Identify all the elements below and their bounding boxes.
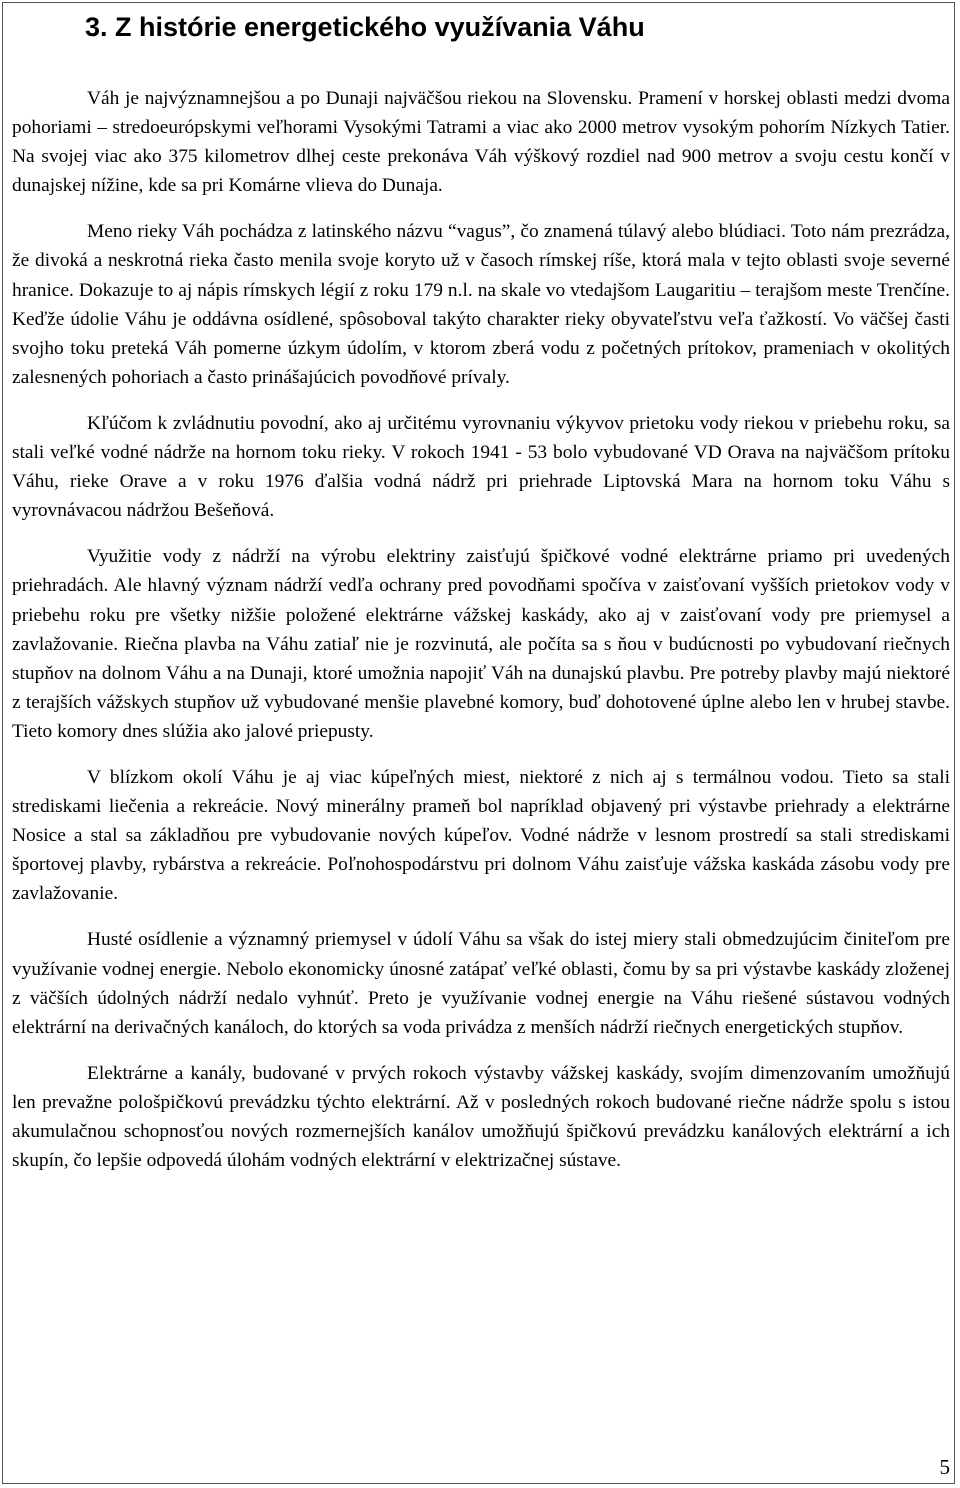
paragraph-power-use: Využitie vody z nádrží na výrobu elektriny zaisťujú špičkové vodné elektrárne priamo pri uvedených priehradách. Ale hlavný význam nádrží vedľa ochrany pred povodňami spočíva v zaisťovaní vyšších prietokov vody v priebehu roku pre všetky nižšie položené elektrárne vážskej kaskády, ako aj v zaisťovaní vody pre priemysel a zavlažovanie. Riečna plavba na Váhu zatiaľ nie je rozvinutá, ale počíta sa s ňou v budúcnosti po vybudovaní riečnych stupňov na dolnom Váhu a na Dunaji, ktoré umožnia napojiť Váh na dunajskú plavbu. Pre potreby plavby majú niektoré z terajších vážskych stupňov už vybudované menšie plavebné komory, buď dohotovené úplne alebo len v hrubej stavbe. Tieto komory dnes slúžia ako jalové priepusty. xyxy=(12,546,950,742)
body-text xyxy=(12,84,950,1192)
paragraph-name-origin: Meno rieky Váh pochádza z latinského názvu “vagus”, čo znamená túlavý alebo blúdiaci. Toto nám prezrádza, že divoká a neskrotná rieka často menila svoje koryto už v časoch rímskej ríše, ktorá mala v tejto oblasti svoje severné hranice. Dokazuje to aj nápis rímskych légií z roku 179 n.l. na skale vo vtedajšom Laugaritiu – terajšom meste Trenčíne. Keďže údolie Váhu je oddávna osídlené, spôsoboval takýto charakter rieky obyvateľstvu veľa ťažkostí. Vo väčšej časti svojho toku preteká Váh pomerne úzkym údolím, v ktorom zberá vodu z početných prítokov, prameniach v okolitých zalesnených pohoriach a často prinášajúcich povodňové prívaly. xyxy=(12,221,950,388)
section-heading: 3. Z histórie energetického využívania Váhu xyxy=(85,12,645,42)
paragraph-canals: Elektrárne a kanály, budované v prvých rokoch výstavby vážskej kaskády, svojím dimenzovaním umožňujú len prevažne pološpičkovú prevádzku týchto elektrární. Až v posledných rokoch budované riečne nádrže spolu s istou akumulačnou schopnosťou nových rozmernejších kanálov umožňujú špičkovú prevádzku kanálových elektrární a ich skupín, čo lepšie odpovedá úlohám vodných elektrární v elektrizačnej sústave. xyxy=(12,1062,950,1172)
paragraph-settlement: Husté osídlenie a významný priemysel v údolí Váhu sa však do istej miery stali obmedzujúcim činiteľom pre využívanie vodnej energie. Nebolo ekonomicky únosné zatápať veľké oblasti, čomu by sa pri výstavbe kaskády zloženej z väčších údolných nádrží nedalo vyhnúť. Preto je využívanie vodnej energie na Váhu riešené sústavou vodných elektrární na derivačných kanáloch, do ktorých sa voda privádza z menších nádrží riečnych energetických stupňov. xyxy=(12,929,950,1038)
paragraph-reservoirs: Kľúčom k zvládnutiu povodní, ako aj určitému vyrovnaniu výkyvov prietoku vody riekou v priebehu roku, sa stali veľké vodné nádrže na hornom toku rieky. V rokoch 1941 - 53 bolo vybudované VD Orava na najväčšom prítoku Váhu, rieke Orave a v roku 1976 ďalšia vodná nádrž pri priehrade Liptovská Mara na hornom toku Váhu s vyrovnávacou nádržou Bešeňová. xyxy=(12,412,950,522)
paragraph-spas: V blízkom okolí Váhu je aj viac kúpeľných miest, niektoré z nich aj s termálnou vodou. Tieto sa stali strediskami liečenia a rekreácie. Nový minerálny prameň bol napríklad objavený pri výstavbe priehrady a elektrárne Nosice a stal sa základňou pre vybudovanie nových kúpeľov. Vodné nádrže v lesnom prostredí sa stali strediskami športovej plavby, rybárstva a rekreácie. Poľnohospodárstvu pri dolnom Váhu zaisťuje vážska kaskáda zásobu vody pre zavlažovanie. xyxy=(12,766,950,905)
paragraph-vah-intro: Váh je najvýznamnejšou a po Dunaji najväčšou riekou na Slovensku. Pramení v horskej oblasti medzi dvoma pohoriami – stredoeurópskymi veľhorami Vysokými Tatrami a viac ako 2000 metrov vysokým pohorím Nízkych Tatier. Na svojej viac ako 375 kilometrov dlhej ceste prekonáva Váh výškový rozdiel nad 900 metrov a svoju cestu končí v dunajskej nížine, kde sa pri Komárne vlieva do Dunaja. xyxy=(12,88,950,197)
page-number: 5 xyxy=(939,1455,950,1479)
